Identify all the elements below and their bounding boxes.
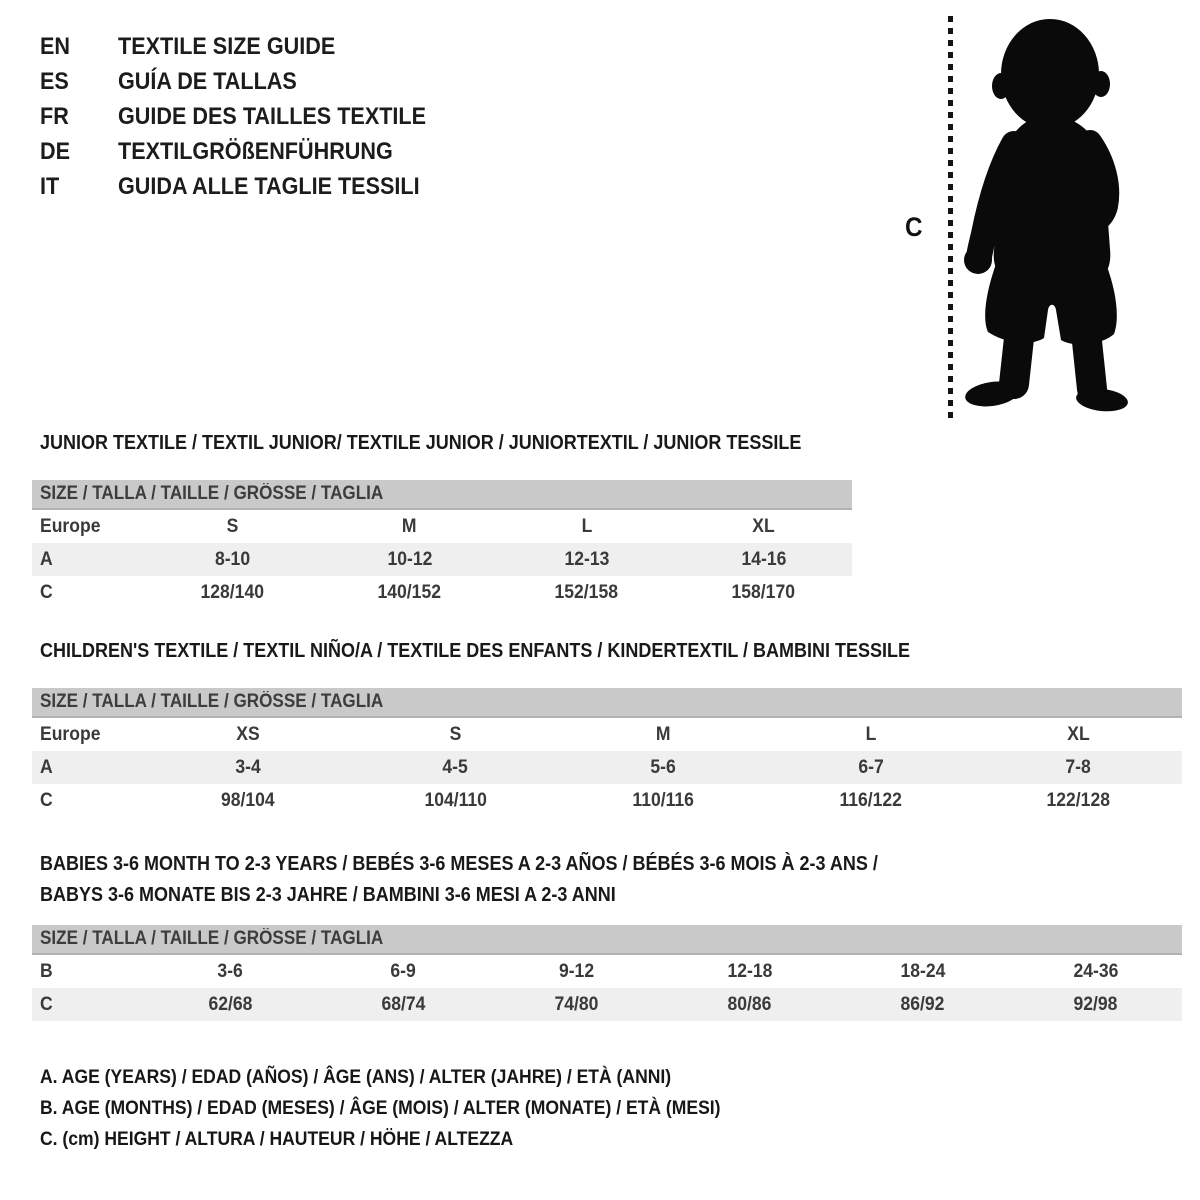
value-cell (974, 718, 1182, 751)
height-measure-label (905, 212, 925, 243)
height-dashed-line (948, 16, 953, 418)
cell-value: L (581, 515, 592, 537)
size-header-text: SIZE / TALLA / TAILLE / GRÖSSE / TAGLIA (40, 483, 384, 504)
cell-value: 128/140 (200, 581, 265, 603)
cell-value: 98/104 (220, 789, 275, 811)
language-row (40, 64, 460, 99)
language-list (40, 29, 460, 204)
value-cell (144, 576, 321, 609)
value-cell (663, 955, 836, 988)
table-row (32, 784, 1182, 817)
cell-value: M (402, 515, 417, 537)
cell-value: 62/68 (208, 993, 253, 1015)
value-cell (144, 955, 317, 988)
value-cell (490, 988, 663, 1021)
row-label: A (40, 548, 53, 570)
cell-value: XS (236, 723, 260, 745)
cell-value: 3-6 (217, 960, 244, 982)
section-title-text: BABYS 3-6 MONATE BIS 2-3 JAHRE / BAMBINI 3-6 MESI A 2-3 ANNI (40, 884, 616, 906)
toddler-silhouette-icon (962, 14, 1138, 416)
language-title: GUIDE DES TAILLES TEXTILE (118, 103, 427, 130)
cell-value: 8-10 (214, 548, 251, 570)
legend-text: B. AGE (MONTHS) / EDAD (MESES) / ÂGE (MOIS) / ALTER (MONATE) / ETÀ (MESI) (40, 1097, 721, 1119)
language-title: GUIDA ALLE TAGLIE TESSILI (118, 173, 420, 200)
cell-value: 122/128 (1046, 789, 1110, 811)
cell-value: 14-16 (741, 548, 786, 570)
cell-value: 7-8 (1065, 756, 1091, 778)
row-label: Europe (40, 515, 101, 537)
size-header-text: SIZE / TALLA / TAILLE / GRÖSSE / TAGLIA (40, 928, 384, 949)
height-measure-label-text: C (905, 212, 923, 242)
legend-text: C. (cm) HEIGHT / ALTURA / HAUTEUR / HÖHE / ALTEZZA (40, 1128, 514, 1150)
cell-value: 9-12 (558, 960, 595, 982)
children-table-rows (32, 718, 1182, 817)
cell-value: S (449, 723, 462, 745)
table-row (32, 510, 852, 543)
row-label: B (40, 960, 53, 982)
language-title: GUÍA DE TALLAS (118, 68, 297, 95)
value-cell (675, 576, 852, 609)
row-label: C (40, 789, 53, 811)
size-header-text: SIZE / TALLA / TAILLE / GRÖSSE / TAGLIA (40, 691, 384, 712)
cell-value: XL (1066, 723, 1090, 745)
table-row (32, 543, 852, 576)
section-title-text: CHILDREN'S TEXTILE / TEXTIL NIÑO/A / TEXTILE DES ENFANTS / KINDERTEXTIL / BAMBINI TESSILE (40, 640, 911, 662)
cell-value: 116/122 (839, 789, 902, 811)
size-header-bar (32, 480, 852, 510)
babies-section-title (40, 849, 971, 911)
children-size-table (32, 688, 1182, 817)
language-code: ES (40, 68, 69, 95)
value-cell (1009, 988, 1182, 1021)
language-row (40, 29, 460, 64)
legend-text: A. AGE (YEARS) / EDAD (AÑOS) / ÂGE (ANS) / ALTER (JAHRE) / ETÀ (ANNI) (40, 1066, 672, 1088)
table-row (32, 955, 1182, 988)
cell-value: 92/98 (1073, 993, 1118, 1015)
legend-line (40, 1062, 796, 1093)
cell-value: 152/158 (554, 581, 619, 603)
cell-value: L (865, 723, 876, 745)
language-title: TEXTILE SIZE GUIDE (118, 33, 336, 60)
section-title-line (40, 880, 971, 911)
section-title-text: BABIES 3-6 MONTH TO 2-3 YEARS / BEBÉS 3-6 MESES A 2-3 AÑOS / BÉBÉS 3-6 MOIS À 2-3 ANS / (40, 853, 878, 875)
row-label-cell (32, 955, 144, 988)
babies-size-table (32, 925, 1182, 1021)
cell-value: 68/74 (381, 993, 426, 1015)
size-header-bar (32, 925, 1182, 955)
value-cell (144, 988, 317, 1021)
cell-value: S (226, 515, 239, 537)
table-row (32, 988, 1182, 1021)
size-header-bar (32, 688, 1182, 718)
section-title-line (40, 428, 886, 459)
value-cell (767, 751, 975, 784)
section-title-line (40, 849, 971, 880)
language-title: TEXTILGRÖßENFÜHRUNG (118, 138, 393, 165)
row-label-cell (32, 988, 144, 1021)
children-section-title (40, 636, 1007, 667)
cell-value: 24-36 (1073, 960, 1118, 982)
value-cell (974, 784, 1182, 817)
row-label-cell (32, 576, 144, 609)
row-label-cell (32, 510, 144, 543)
cell-value: 6-9 (390, 960, 417, 982)
table-row (32, 751, 1182, 784)
cell-value: 12-13 (564, 548, 609, 570)
language-code: EN (40, 33, 71, 60)
value-cell (1009, 955, 1182, 988)
language-row (40, 169, 460, 204)
value-cell (352, 784, 560, 817)
cell-value: 6-7 (857, 756, 884, 778)
row-label: C (40, 993, 53, 1015)
junior-section-title (40, 428, 886, 459)
language-row (40, 99, 460, 134)
value-cell (663, 988, 836, 1021)
section-title-text: JUNIOR TEXTILE / TEXTIL JUNIOR/ TEXTILE JUNIOR / JUNIORTEXTIL / JUNIOR TESSILE (40, 432, 802, 454)
value-cell (498, 510, 675, 543)
language-code: IT (40, 173, 60, 200)
value-cell (559, 784, 767, 817)
value-cell (144, 543, 321, 576)
cell-value: 74/80 (554, 993, 599, 1015)
section-title-line (40, 636, 1007, 667)
cell-value: 18-24 (900, 960, 945, 982)
value-cell (836, 955, 1009, 988)
value-cell (321, 543, 498, 576)
table-row (32, 576, 852, 609)
value-cell (974, 751, 1182, 784)
table-row (32, 718, 1182, 751)
row-label-cell (32, 784, 144, 817)
cell-value: 12-18 (727, 960, 772, 982)
value-cell (144, 751, 352, 784)
row-label: Europe (40, 723, 101, 745)
row-label-cell (32, 543, 144, 576)
cell-value: 5-6 (650, 756, 676, 778)
row-label-cell (32, 751, 144, 784)
value-cell (559, 751, 767, 784)
cell-value: 158/170 (731, 581, 796, 603)
value-cell (144, 510, 321, 543)
legend-line (40, 1124, 796, 1155)
cell-value: 140/152 (377, 581, 442, 603)
cell-value: 3-4 (235, 756, 261, 778)
value-cell (559, 718, 767, 751)
row-label: A (40, 756, 53, 778)
value-cell (675, 543, 852, 576)
cell-value: 104/110 (424, 789, 487, 811)
value-cell (144, 784, 352, 817)
cell-value: 110/116 (632, 789, 694, 811)
language-code: FR (40, 103, 69, 130)
value-cell (144, 718, 352, 751)
value-cell (675, 510, 852, 543)
measurement-legend (40, 1062, 796, 1155)
cell-value: 4-5 (442, 756, 469, 778)
value-cell (317, 988, 490, 1021)
language-code: DE (40, 138, 71, 165)
value-cell (767, 784, 975, 817)
cell-value: 86/92 (900, 993, 945, 1015)
junior-size-table (32, 480, 852, 609)
value-cell (490, 955, 663, 988)
value-cell (767, 718, 975, 751)
row-label-cell (32, 718, 144, 751)
value-cell (321, 576, 498, 609)
babies-table-rows (32, 955, 1182, 1021)
value-cell (352, 751, 560, 784)
cell-value: 10-12 (387, 548, 432, 570)
value-cell (317, 955, 490, 988)
cell-value: 80/86 (727, 993, 772, 1015)
value-cell (498, 543, 675, 576)
value-cell (321, 510, 498, 543)
language-row (40, 134, 460, 169)
value-cell (352, 718, 560, 751)
value-cell (836, 988, 1009, 1021)
cell-value: XL (752, 515, 775, 537)
junior-table-rows (32, 510, 852, 609)
legend-line (40, 1093, 796, 1124)
cell-value: M (655, 723, 671, 745)
row-label: C (40, 581, 53, 603)
value-cell (498, 576, 675, 609)
